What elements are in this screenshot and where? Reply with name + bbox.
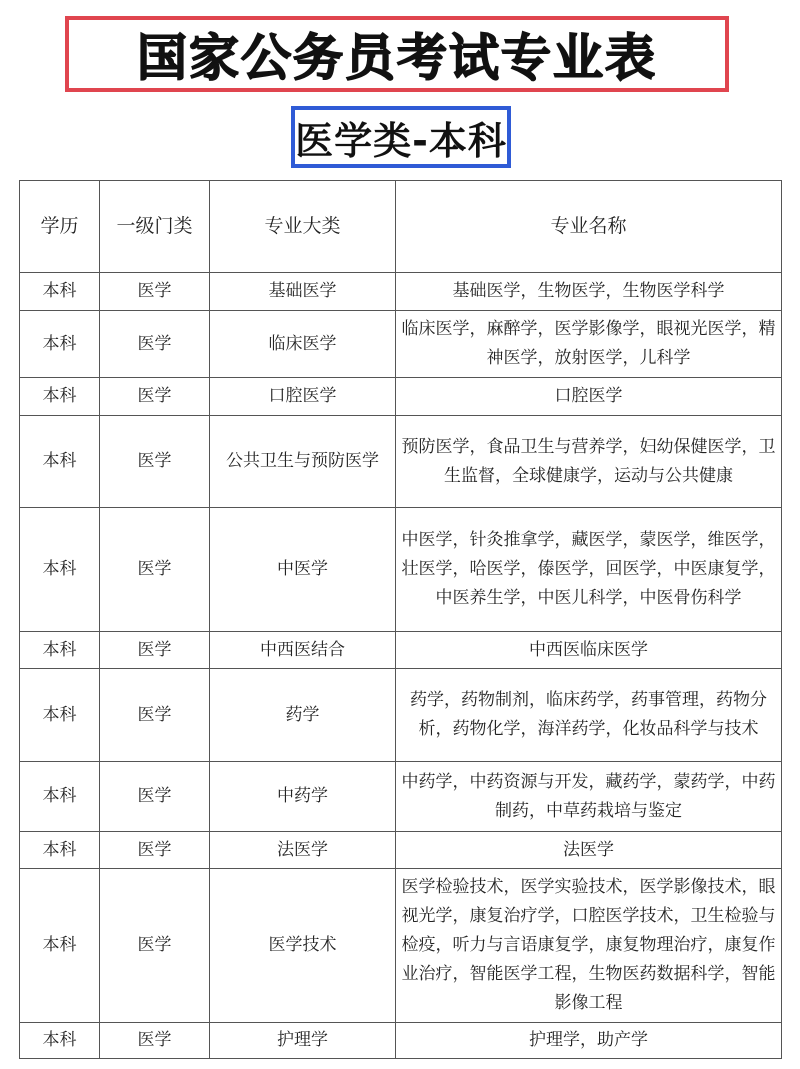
cell-major-names: 基础医学，生物医学，生物医学科学	[396, 273, 782, 311]
table-row	[20, 1023, 782, 1059]
cell-major-names: 法医学	[396, 832, 782, 869]
table-row	[20, 762, 782, 832]
header-major-names: 专业名称	[396, 181, 782, 273]
cell-major-names: 医学检验技术，医学实验技术，医学影像技术，眼视光学，康复治疗学，口腔医学技术，卫生检验与检疫，听力与言语康复学，康复物理治疗，康复作业治疗，智能医学工程，生物医药数据科学，智能影像工程	[396, 869, 782, 1023]
cell-category: 医学	[100, 632, 210, 669]
cell-category: 医学	[100, 832, 210, 869]
table-row	[20, 416, 782, 508]
cell-education: 本科	[20, 1023, 100, 1059]
cell-category: 医学	[100, 1023, 210, 1059]
cell-category: 医学	[100, 508, 210, 632]
cell-education: 本科	[20, 273, 100, 311]
cell-major-names: 中药学，中药资源与开发，藏药学，蒙药学，中药制药，中草药栽培与鉴定	[396, 762, 782, 832]
cell-major-group: 护理学	[210, 1023, 396, 1059]
cell-major-names: 中医学，针灸推拿学，藏医学，蒙医学，维医学，壮医学，哈医学，傣医学，回医学，中医康复学，中医养生学，中医儿科学，中医骨伤科学	[396, 508, 782, 632]
cell-category: 医学	[100, 311, 210, 378]
cell-major-group: 中药学	[210, 762, 396, 832]
cell-education: 本科	[20, 669, 100, 762]
cell-education: 本科	[20, 378, 100, 416]
cell-education: 本科	[20, 508, 100, 632]
cell-education: 本科	[20, 311, 100, 378]
cell-major-group: 基础医学	[210, 273, 396, 311]
header-category: 一级门类	[100, 181, 210, 273]
table-row	[20, 378, 782, 416]
cell-category: 医学	[100, 669, 210, 762]
cell-major-group: 口腔医学	[210, 378, 396, 416]
cell-education: 本科	[20, 832, 100, 869]
major-table	[19, 180, 782, 1059]
header-education: 学历	[20, 181, 100, 273]
cell-category: 医学	[100, 273, 210, 311]
cell-major-group: 医学技术	[210, 869, 396, 1023]
table-row	[20, 273, 782, 311]
cell-major-group: 中医学	[210, 508, 396, 632]
cell-major-names: 临床医学，麻醉学，医学影像学，眼视光医学，精神医学，放射医学，儿科学	[396, 311, 782, 378]
cell-major-group: 中西医结合	[210, 632, 396, 669]
page-subtitle: 医学类-本科	[295, 118, 507, 163]
cell-category: 医学	[100, 869, 210, 1023]
table-row	[20, 311, 782, 378]
table-header-row	[20, 181, 782, 273]
cell-major-names: 护理学，助产学	[396, 1023, 782, 1059]
table-row	[20, 508, 782, 632]
cell-major-names: 预防医学，食品卫生与营养学，妇幼保健医学，卫生监督，全球健康学，运动与公共健康	[396, 416, 782, 508]
table-row	[20, 832, 782, 869]
cell-major-group: 临床医学	[210, 311, 396, 378]
page-title: 国家公务员考试专业表	[137, 29, 657, 87]
cell-category: 医学	[100, 416, 210, 508]
cell-category: 医学	[100, 378, 210, 416]
subtitle-box	[291, 106, 511, 168]
cell-major-names: 口腔医学	[396, 378, 782, 416]
header-major-group: 专业大类	[210, 181, 396, 273]
table-row	[20, 869, 782, 1023]
cell-major-group: 法医学	[210, 832, 396, 869]
cell-education: 本科	[20, 632, 100, 669]
cell-education: 本科	[20, 869, 100, 1023]
title-box	[65, 16, 729, 92]
cell-education: 本科	[20, 416, 100, 508]
cell-category: 医学	[100, 762, 210, 832]
table-row	[20, 669, 782, 762]
cell-major-group: 公共卫生与预防医学	[210, 416, 396, 508]
cell-major-names: 药学，药物制剂，临床药学，药事管理，药物分析，药物化学，海洋药学，化妆品科学与技术	[396, 669, 782, 762]
table-row	[20, 632, 782, 669]
cell-education: 本科	[20, 762, 100, 832]
cell-major-group: 药学	[210, 669, 396, 762]
cell-major-names: 中西医临床医学	[396, 632, 782, 669]
